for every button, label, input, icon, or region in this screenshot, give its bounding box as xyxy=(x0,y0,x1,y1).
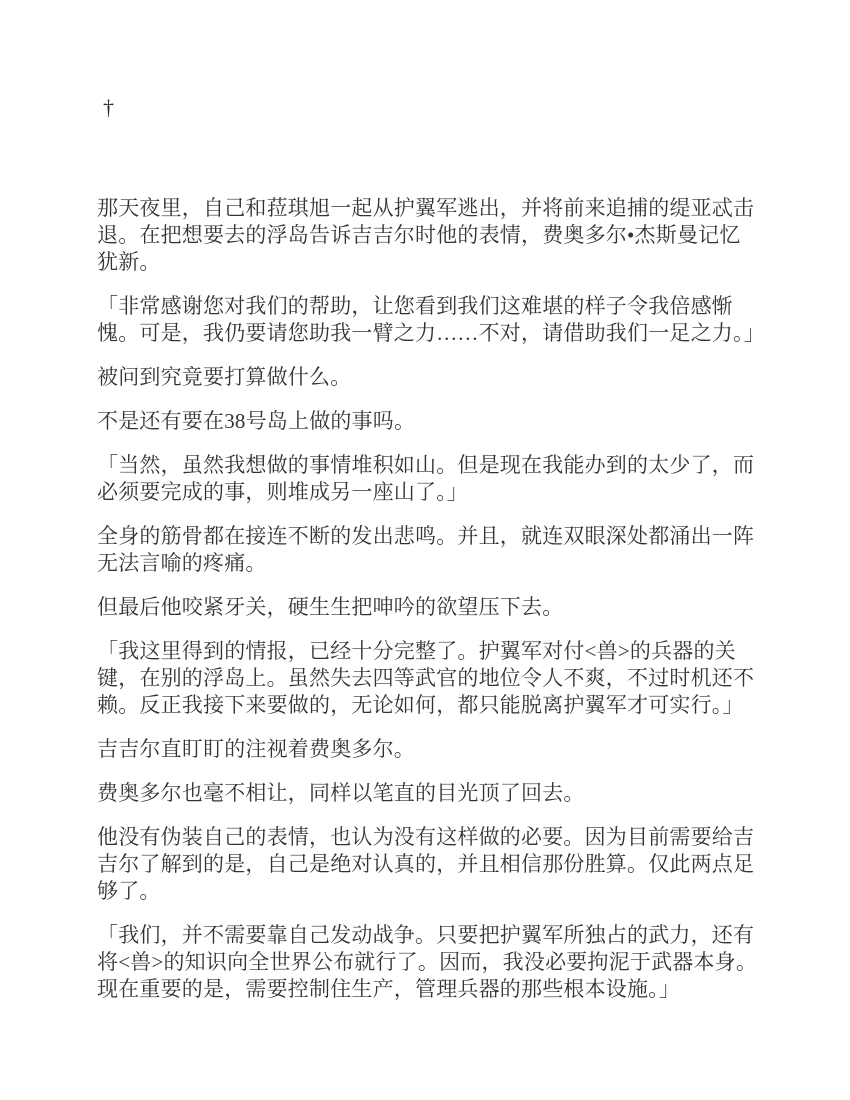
paragraph: 不是还有要在38号岛上做的事吗。 xyxy=(97,409,416,433)
paragraph: 吉吉尔直盯盯的注视着费奥多尔。 xyxy=(97,737,415,761)
text-content xyxy=(97,195,765,1003)
paragraph: 全身的筋骨都在接连不断的发出悲鸣。并且，就连双眼深处都涌出一阵无法言喻的疼痛。 xyxy=(97,524,755,575)
paragraph: 「当然，虽然我想做的事情堆积如山。但是现在我能办到的太少了，而必须要完成的事，则堆成另一座山了。」 xyxy=(97,453,755,504)
section-divider-dagger: † xyxy=(103,95,114,120)
paragraph: 被问到究竟要打算做什么。 xyxy=(97,365,352,389)
paragraph: 他没有伪装自己的表情，也认为没有这样做的必要。因为目前需要给吉吉尔了解到的是，自己是绝对认真的，并且相信那份胜算。仅此两点足够了。 xyxy=(97,825,755,903)
paragraph: 「我这里得到的情报，已经十分完整了。护翼军对付<兽>的兵器的关键，在别的浮岛上。虽然失去四等武官的地位令人不爽，不过时机还不赖。反正我接下来要做的，无论如何，都只能脱离护翼军才可实行。」 xyxy=(97,639,755,717)
paragraph: 那天夜里，自己和菈琪旭一起从护翼军逃出，并将前来追捕的缇亚忒击退。在把想要去的浮岛告诉吉吉尔时他的表情，费奥多尔•杰斯曼记忆犹新。 xyxy=(97,196,755,274)
paragraph: 「我们，并不需要靠自己发动战争。只要把护翼军所独占的武力，还有将<兽>的知识向全世界公布就行了。因而，我没必要拘泥于武器本身。现在重要的是，需要控制住生产，管理兵器的那些根本设施。」 xyxy=(97,923,758,1001)
paragraph: 费奥多尔也毫不相让，同样以笔直的目光顶了回去。 xyxy=(97,781,585,805)
paragraph: 「非常感谢您对我们的帮助，让您看到我们这难堪的样子令我倍感惭愧。可是，我仍要请您助我一臂之力……不对，请借助我们一足之力。」 xyxy=(97,294,765,345)
paragraph: 但最后他咬紧牙关，硬生生把呻吟的欲望压下去。 xyxy=(97,595,564,619)
